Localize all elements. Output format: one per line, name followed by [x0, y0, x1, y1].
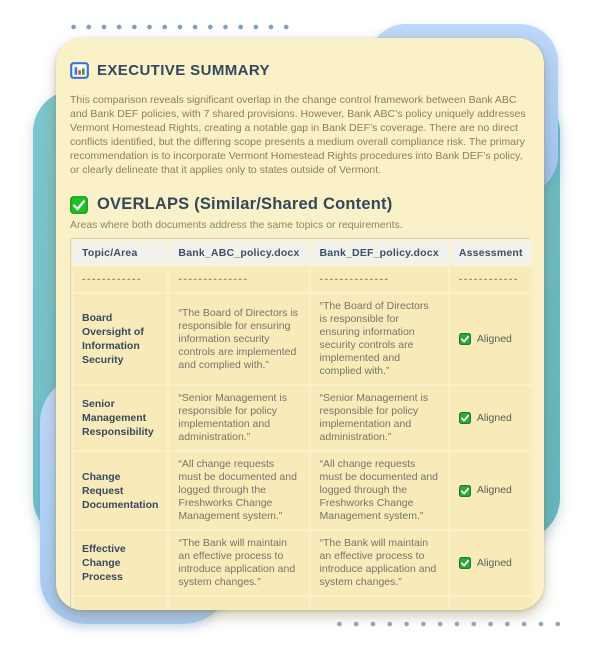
overlaps-subheading: Areas where both documents address the same topics or requirements. — [70, 219, 403, 231]
table-row — [73, 267, 532, 292]
column-header-bank-abc: Bank_ABC_policy.docx — [169, 241, 308, 265]
executive-summary-header — [70, 62, 530, 79]
aligned-check-icon — [459, 557, 471, 569]
cell-assessment — [450, 386, 532, 450]
cell-bank-def: “All change requests must be documented and logged through the Freshworks Change Management system.” — [311, 452, 448, 529]
aligned-check-icon — [459, 412, 471, 424]
cell-bank-def: “The Bank will maintain an effective process to introduce application and system changes.” — [311, 531, 448, 595]
green-check-icon — [70, 196, 88, 214]
cell-bank-def: “Senior Management is responsible for policy implementation and administration.” — [311, 386, 448, 450]
cell-assessment — [450, 531, 532, 595]
overlaps-heading: OVERLAPS (Similar/Shared Content) — [97, 195, 393, 213]
cell-topic: Senior Management Responsibility — [73, 386, 167, 450]
column-header-topic: Topic/Area — [73, 241, 167, 265]
column-header-bank-def: Bank_DEF_policy.docx — [311, 241, 448, 265]
cell-bank-abc: “The Bank will maintain an effective process to introduce application and system changes.” — [169, 531, 308, 595]
table-row — [73, 386, 532, 450]
cell-bank-def: “The Board of Directors is responsible for ensuring information security controls are implemented and complied with.” — [311, 294, 448, 384]
table-row-clipped — [73, 597, 532, 610]
cell-bank-abc: “Senior Management is responsible for policy implementation and administration.” — [169, 386, 308, 450]
table-header-row — [73, 241, 532, 265]
cell-bank-abc: “All change requests must be documented and logged through the Freshworks Change Management system.” — [169, 452, 308, 529]
cell-assessment — [450, 294, 532, 384]
table-row — [73, 531, 532, 595]
assessment-label: Aligned — [476, 332, 512, 345]
dotted-pattern-bottom — [329, 620, 565, 628]
overlaps-section-header — [70, 195, 530, 214]
assessment-label: Aligned — [476, 484, 512, 496]
report-card — [56, 38, 544, 610]
cell-assessment: ------------ — [450, 267, 532, 292]
bar-chart-icon — [70, 62, 89, 79]
cell-bank-def: -------------- — [311, 267, 448, 292]
cell-topic: ------------ — [73, 267, 167, 292]
column-header-assessment: Assessment — [450, 241, 532, 265]
page-title: EXECUTIVE SUMMARY — [97, 62, 270, 79]
cell-assessment — [450, 452, 532, 529]
cell-topic: Change Request Documentation — [73, 452, 167, 529]
dotted-pattern-top — [64, 23, 291, 31]
overlaps-table — [70, 238, 530, 610]
aligned-check-icon — [459, 333, 471, 345]
executive-summary-text: This comparison reveals significant overlap in the change control framework between Bank ABC and Bank DEF policies, with 7 shared provisions. However, Bank ABC’s policy uniquely addresses Vermont Homestead Rights, creating a notable gap in Bank DEF’s coverage. There are no direct conflicts identified, but the differing scope presents a medium overall compliance risk. The primary recommendation is to incorporate Vermont Homestead Rights procedures into Bank DEF’s policy, or clearly delineate that it applies only to states outside of Vermont. — [70, 94, 526, 176]
cell-bank-abc: -------------- — [169, 267, 308, 292]
cell-topic: Effective Change Process — [73, 531, 167, 595]
assessment-label: Aligned — [476, 411, 512, 424]
cell-topic: Board Oversight of Information Security — [73, 294, 167, 384]
assessment-label: Aligned — [476, 556, 512, 569]
cell-bank-abc: “The Board of Directors is responsible for ensuring information security controls are implemented and complied with.” — [169, 294, 308, 384]
table-row — [73, 452, 532, 529]
aligned-check-icon — [459, 485, 471, 497]
table-row — [73, 294, 532, 384]
